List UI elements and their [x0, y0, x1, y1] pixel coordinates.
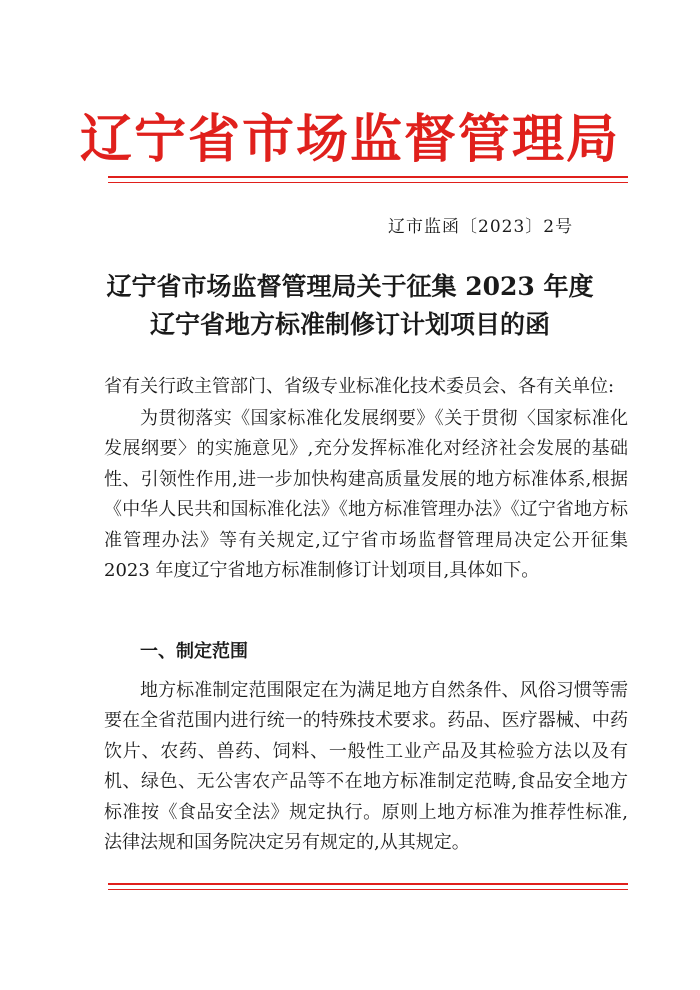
section-1-heading: 一、制定范围: [140, 641, 248, 662]
agency-header-title: 辽宁省市场监督管理局: [79, 109, 620, 170]
document-title-line-1: 辽宁省市场监督管理局关于征集 2023 年度: [106, 272, 594, 301]
addressee-line: 省有关行政主管部门、省级专业标准化技术委员会、各有关单位:: [104, 376, 615, 397]
document-title-line-2: 辽宁省地方标准制修订计划项目的函: [149, 310, 550, 339]
document-title: [0, 268, 700, 344]
header-red-rule: [108, 176, 628, 178]
footer-red-rule: [108, 883, 628, 885]
document-number: 辽市监函〔2023〕2号: [388, 217, 574, 237]
section-1-paragraph: 地方标准制定范围限定在为满足地方自然条件、风俗习惯等需要在全省范围内进行统一的特殊技术要求。药品、医疗器械、中药饮片、农药、兽药、饲料、一般性工业产品及其检验方法以及有机、绿色、无公害农产品等不在地方标准制定范畴,食品安全地方标准按《食品安全法》规定执行。原则上地方标准为推荐性标准,法律法规和国务院决定另有规定的,从其规定。: [104, 680, 628, 854]
intro-paragraph: 为贯彻落实《国家标准化发展纲要》《关于贯彻〈国家标准化发展纲要〉的实施意见》,充分发挥标准化对经济社会发展的基础性、引领性作用,进一步加快构建高质量发展的地方标准体系,根据《中华人民共和国标准化法》《地方标准管理办法》《辽宁省地方标准管理办法》等有关规定,辽宁省市场监督管理局决定公开征集 2023 年度辽宁省地方标准制修订计划项目,具体如下。: [104, 408, 628, 582]
header-red-rule-thin: [108, 182, 628, 183]
footer-red-rule-thin: [108, 889, 628, 890]
